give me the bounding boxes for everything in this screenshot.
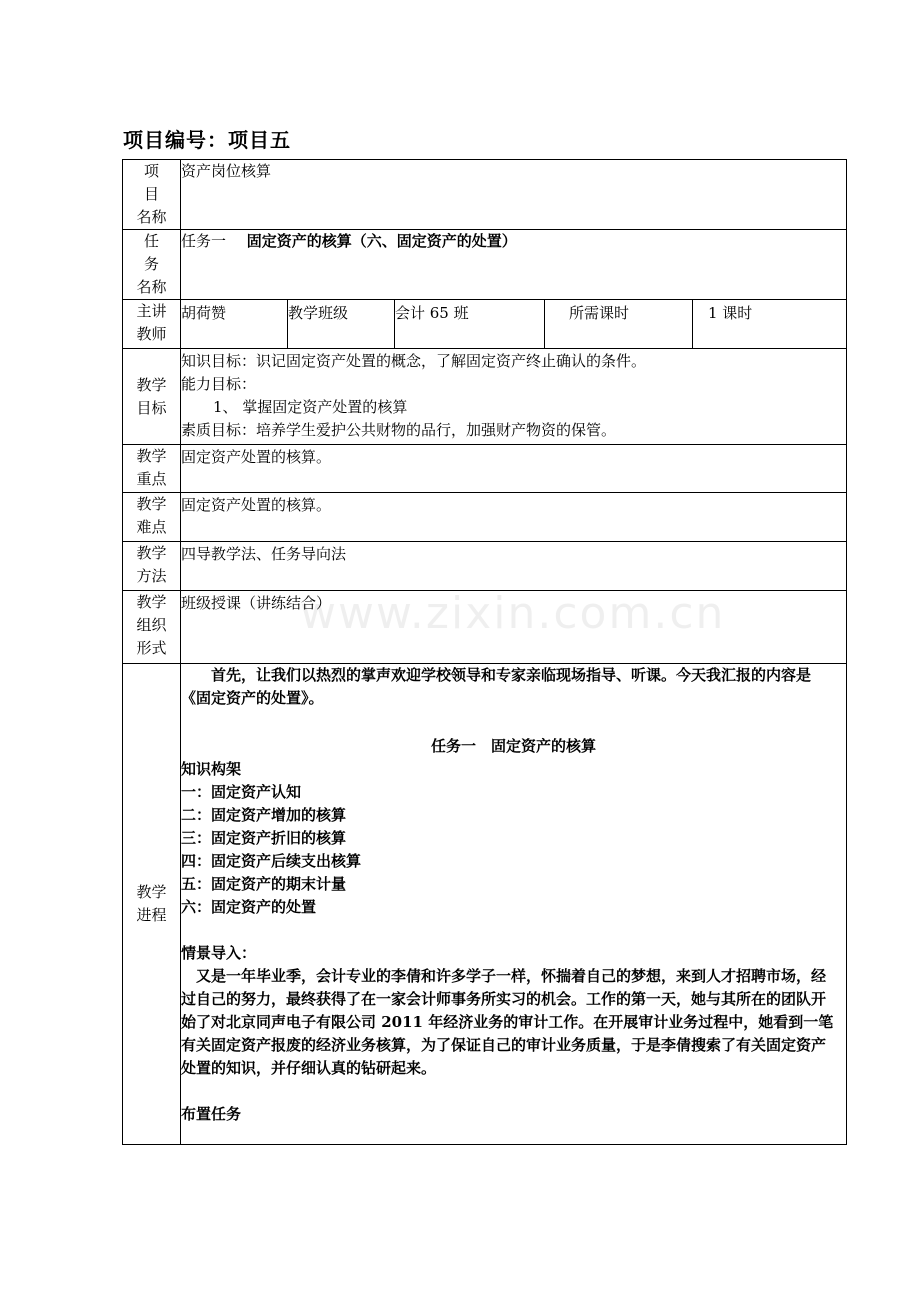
organization-value: 班级授课（讲练结合） — [181, 591, 847, 664]
framework-item: 六：固定资产的处置 — [181, 898, 317, 916]
framework-item: 二：固定资产增加的核算 — [181, 806, 347, 824]
ability-objective-item: 1、 掌握固定资产处置的核算 — [213, 398, 408, 416]
task-name-value — [181, 230, 847, 300]
objectives-label: 教学 目标 — [123, 349, 181, 445]
hours-label: 所需课时 — [545, 300, 693, 349]
quality-objective: 素质目标：培养学生爱护公共财物的品行，加强财产物资的保管。 — [181, 421, 617, 439]
task-heading: 任务一 固定资产的核算 — [430, 737, 596, 755]
row-key-points — [123, 445, 847, 493]
ability-objective-title: 能力目标： — [181, 375, 257, 393]
difficulties-label: 教学 难点 — [123, 493, 181, 542]
row-task-name — [123, 230, 847, 300]
teacher-label: 主讲 教师 — [123, 300, 181, 349]
framework-item: 三：固定资产折旧的核算 — [181, 829, 347, 847]
hours-value: 1 课时 — [693, 300, 847, 349]
framework-item: 一：固定资产认知 — [181, 783, 302, 801]
row-teacher — [123, 300, 847, 349]
difficulties-value: 固定资产处置的核算。 — [181, 493, 847, 542]
framework-item: 五：固定资产的期末计量 — [181, 875, 347, 893]
lesson-plan-table — [122, 159, 847, 1145]
key-points-label: 教学 重点 — [123, 445, 181, 493]
methods-label: 教学 方法 — [123, 542, 181, 591]
objectives-value — [181, 349, 847, 445]
scene-paragraph: 又是一年毕业季，会计专业的李倩和许多学子一样，怀揣着自己的梦想，来到人才招聘市场，经过自己的努力，最终获得了在一家会计师事务所实习的机会。工作的第一天，她与其所在的团队开始了对北京同声电子有限公司 2011 年经济业务的审计工作。在开展审计业务过程中，她看到一笔有关固定资产报废的经济业务核算，为了保证自己的审计业务质量，于是李倩搜索了有关固定资产处置的知识，并仔细认真的钻研起来。 — [181, 967, 834, 1077]
row-methods — [123, 542, 847, 591]
process-content — [181, 664, 847, 1145]
row-difficulties — [123, 493, 847, 542]
framework-title: 知识构架 — [181, 760, 242, 778]
key-points-value: 固定资产处置的核算。 — [181, 445, 847, 493]
organization-label: 教学 组织 形式 — [123, 591, 181, 664]
project-name-label: 项 目 名称 — [123, 160, 181, 230]
process-label: 教学 进程 — [123, 664, 181, 1145]
row-organization — [123, 591, 847, 664]
watermark: www.zixin.com.cn — [300, 588, 726, 639]
class-value: 会计 65 班 — [395, 300, 545, 349]
assign-title: 布置任务 — [181, 1105, 242, 1123]
row-objectives — [123, 349, 847, 445]
framework-item: 四：固定资产后续支出核算 — [181, 852, 362, 870]
task-prefix: 任务一 — [181, 232, 227, 250]
task-name-label: 任 务 名称 — [123, 230, 181, 300]
row-process — [123, 664, 847, 1145]
class-label: 教学班级 — [288, 300, 395, 349]
task-title: 固定资产的核算（六、固定资产的处置） — [246, 232, 517, 250]
teacher-name: 胡荷赞 — [181, 300, 288, 349]
document-title: 项目编号：项目五 — [123, 128, 291, 152]
project-name-value: 资产岗位核算 — [181, 160, 847, 230]
methods-value: 四导教学法、任务导向法 — [181, 542, 847, 591]
intro-paragraph: 首先，让我们以热烈的掌声欢迎学校领导和专家亲临现场指导、听课。今天我汇报的内容是《固定资产的处置》。 — [181, 666, 812, 707]
row-project-name — [123, 160, 847, 230]
scene-title: 情景导入： — [181, 944, 257, 962]
knowledge-objective: 知识目标：识记固定资产处置的概念，了解固定资产终止确认的条件。 — [181, 352, 647, 370]
